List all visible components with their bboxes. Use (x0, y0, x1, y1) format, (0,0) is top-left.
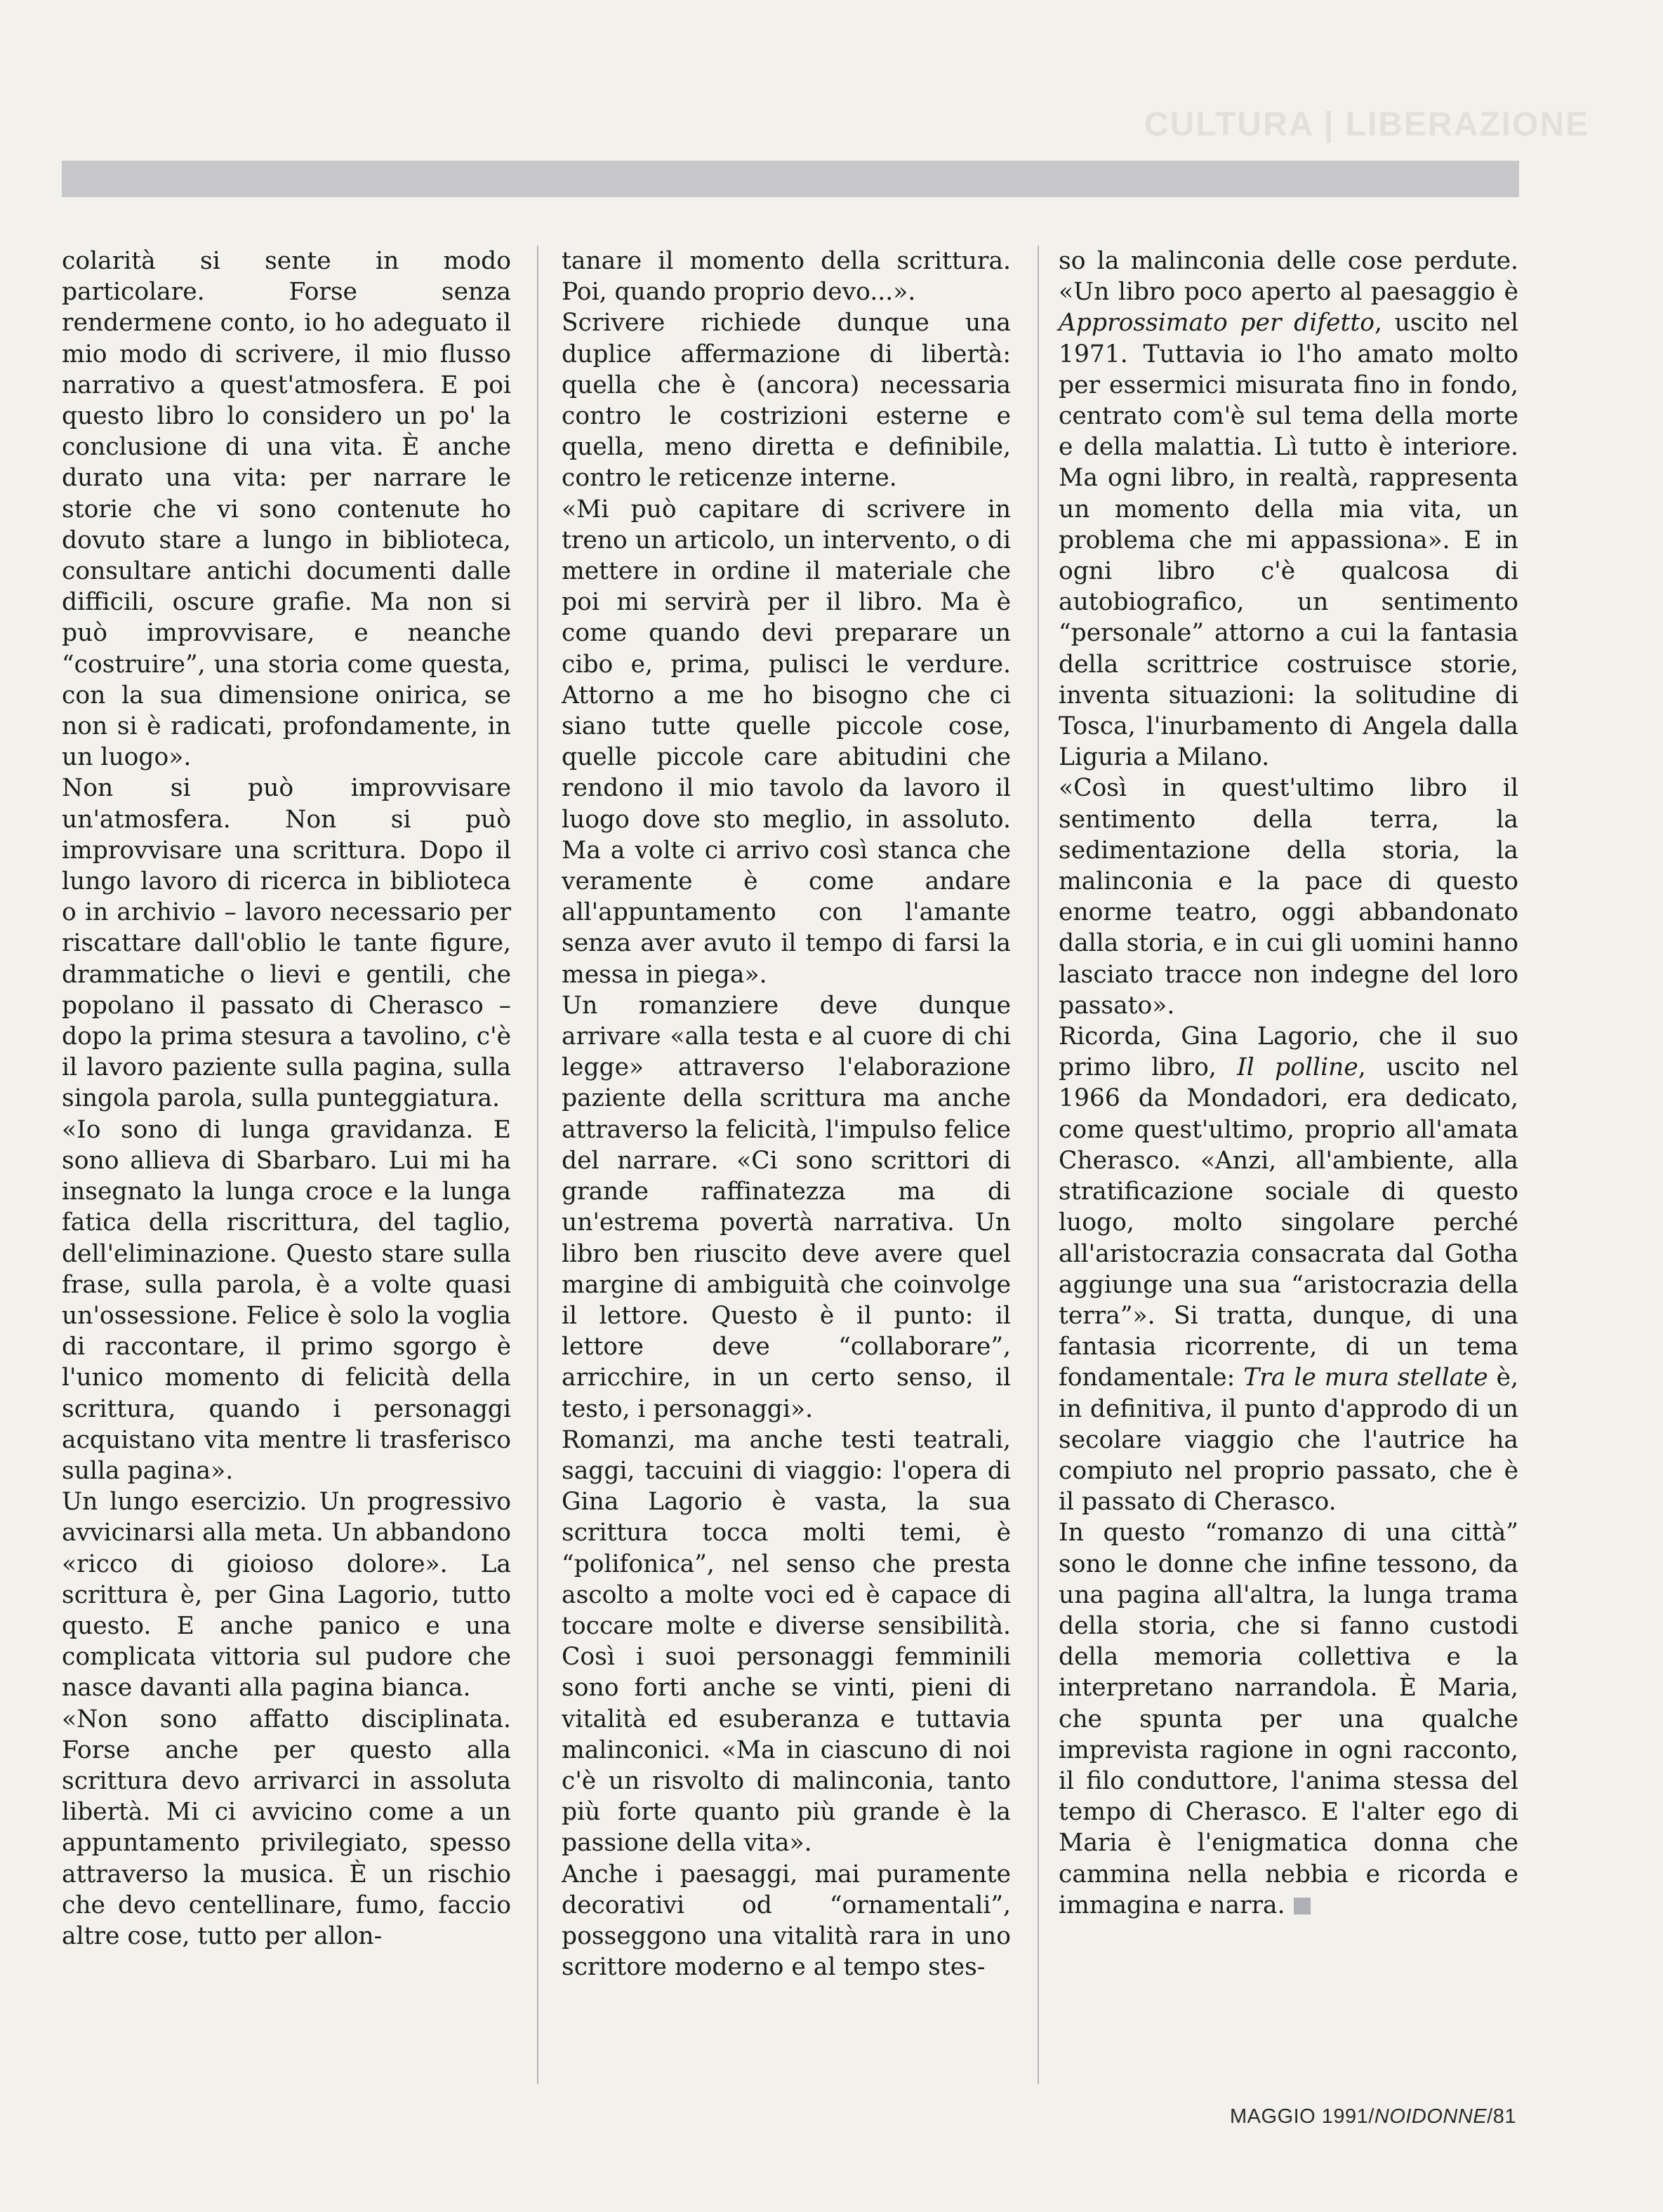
paragraph: Anche i paesaggi, mai puramente decorativi od “ornamentali”, posseggono una vitalità rara in uno scrittore moderno e al tempo stes- (562, 1860, 1011, 1982)
paragraph: tanare il momento della scrittura. Poi, quando proprio devo...». (562, 247, 1011, 307)
paragraph: «Mi può capitare di scrivere in treno un articolo, un intervento, o di mettere in ordine il materiale che poi mi servirà per il libro. Ma è come quando devi preparare un cibo e, prima, pulisci le verdure. Attorno a me ho bisogno che ci siano tutte quelle piccole cose, quelle piccole care abitudini che rendono il mio tavolo da lavoro il luogo dove sto meglio, in assoluto. Ma a volte ci arrivo così stanca che veramente è come andare all'appuntamento con l'amante senza aver avuto il tempo di farsi la messa in piega». (562, 495, 1011, 989)
paragraph (1059, 1517, 1518, 1921)
paragraph: colarità si sente in modo particolare. Forse senza rendermene conto, io ho adeguato il mio modo di scrivere, il mio flusso narrativo a quest'atmosfera. E poi questo libro lo considero un po' la conclusione di una vita. È anche durato una vita: per narrare le storie che vi sono contenute ho dovuto stare a lungo in biblioteca, consultare antichi documenti dalle difficili, oscure grafie. Ma non si può improvvisare, e neanche “costruire”, una storia come questa, con la sua dimensione onirica, se non si è radicati, profondamente, in un luogo». (62, 247, 511, 772)
paragraph: Scrivere richiede dunque una duplice affermazione di libertà: quella che è (ancora) necessaria contro le costrizioni esterne e quella, meno diretta e definibile, contro le reticenze interne. (562, 309, 1011, 493)
paragraph: «Non sono affatto disciplinata. Forse anche per questo alla scrittura devo arrivarci in assoluta libertà. Mi ci avvicino come a un appuntamento privilegiato, spesso attraverso la musica. È un rischio che devo centellinare, fumo, faccio altre cose, tutto per allon- (62, 1705, 511, 1950)
book-title: Approssimato per difetto (1059, 309, 1374, 338)
text-column-3 (1059, 246, 1518, 1921)
paragraph: Un lungo esercizio. Un progressivo avvicinarsi alla meta. Un abbandono «ricco di gioioso dolore». La scrittura è, per Gina Lagorio, tutto questo. E anche panico e una complicata vittoria sul pudore che nasce davanti alla pagina bianca. (62, 1488, 511, 1703)
text-run: Ricorda, Gina Lagorio, che il suo primo libro, (1059, 1022, 1518, 1082)
text-column-1 (62, 246, 511, 1952)
text-run: è, in definitiva, il punto d'approdo di un secolare viaggio che l'autrice ha compiuto nel proprio passato, che è il passato di Cherasco. (1059, 1364, 1518, 1517)
page-footer (1179, 2105, 1516, 2128)
footer-page-number: /81 (1487, 2105, 1516, 2128)
header-band (62, 161, 1519, 197)
text-run: In questo “romanzo di una città” sono le donne che infine tessono, da una pagina all'altra, la lunga trama della storia, che si fanno custodi della memoria collettiva e la interpretano narrandola. È Maria, che spunta per una qualche imprevista ragione in ogni racconto, il filo conduttore, l'anima stessa del tempo di Cherasco. E l'alter ego di Maria è l'enigmatica donna che cammina nella nebbia e ricorda e immagina e narra. (1059, 1519, 1518, 1919)
column-rule (537, 246, 538, 2084)
column-rule (1038, 246, 1039, 2084)
paragraph (1059, 246, 1518, 773)
paragraph: Romanzi, ma anche testi teatrali, saggi, taccuini di viaggio: l'opera di Gina Lagorio è vasta, la sua scrittura tocca molti temi, è “polifonica”, nel senso che presta ascolto a molte voci ed è capace di toccare molte e diverse sensibilità. Così i suoi personaggi femminili sono forti anche se vinti, pieni di vitalità ed esuberanza e tuttavia malinconici. «Ma in ciascuno di noi c'è un risvolto di malinconia, tanto più forte quanto più grande è la passione della vita». (562, 1425, 1011, 1858)
book-title: Il polline (1237, 1053, 1358, 1082)
paragraph: «Io sono di lunga gravidanza. E sono allieva di Sbarbaro. Lui mi ha insegnato la lunga croce e la lunga fatica della riscrittura, del taglio, dell'eliminazione. Questo stare sulla frase, sulla parola, è a volte quasi un'ossessione. Felice è solo la voglia di raccontare, il primo sgorgo è l'unico momento di felicità della scrittura, quando i personaggi acquistano vita mentre li trasferisco sulla pagina». (62, 1115, 511, 1485)
footer-date: MAGGIO 1991/ (1230, 2105, 1374, 2128)
paragraph (1059, 1021, 1518, 1517)
paragraph: «Così in quest'ultimo libro il sentimento della terra, la sedimentazione della storia, la malinconia e la pace di questo enorme teatro, oggi abbandonato dalla storia, e in cui gli uomini hanno lasciato tracce non indegne del loro passato». (1059, 774, 1518, 1020)
paragraph: Un romanziere deve dunque arrivare «alla testa e al cuore di chi legge» attraverso l'elaborazione paziente della scrittura ma anche attraverso la felicità, l'impulso felice del narrare. «Ci sono scrittori di grande raffinatezza ma di un'estrema povertà narrativa. Un libro ben riuscito deve avere quel margine di ambiguità che coinvolge il lettore. Questo è il punto: il lettore deve “collaborare”, arricchire, in un certo senso, il testo, i personaggi». (562, 991, 1011, 1423)
text-run: so la malinconia delle cose perdute. «Un libro poco aperto al paesaggio è (1059, 247, 1518, 307)
section-header-faint: CULTURA | LIBERAZIONE (1144, 106, 1590, 143)
paragraph: Non si può improvvisare un'atmosfera. Non si può improvvisare una scrittura. Dopo il lungo lavoro di ricerca in biblioteca o in archivio – lavoro necessario per riscattare dall'oblio le tante figure, drammatiche o lievi e gentili, che popolano il passato di Cherasco – dopo la prima stesura a tavolino, c'è il lavoro paziente sulla pagina, sulla singola parola, sulla punteggiatura. (62, 774, 511, 1113)
footer-magazine: NOIDONNE (1374, 2105, 1488, 2128)
text-run: , uscito nel 1971. Tuttavia io l'ho amato molto per essermici misurata fino in fondo, centrato com'è sul tema della morte e della malattia. Lì tutto è interiore. Ma ogni libro, in realtà, rappresenta un momento della mia vita, un problema che mi appassiona». E in ogni libro c'è qualcosa di autobiografico, un sentimento “personale” attorno a cui la fantasia della scrittrice costruisce storie, inventa situazioni: la solitudine di Tosca, l'inurbamento di Angela dalla Liguria a Milano. (1059, 309, 1518, 772)
end-of-article-mark (1294, 1898, 1311, 1914)
book-title: Tra le mura stellate (1243, 1364, 1488, 1392)
text-column-2 (562, 246, 1011, 1983)
text-run: , uscito nel 1966 da Mondadori, era dedicato, come quest'ultimo, proprio all'amata Cherasco. «Anzi, all'ambiente, alla stratificazione sociale di questo luogo, molto singolare perché all'aristocrazia consacrata dal Gotha aggiunge una sua “aristocrazia della terra”». Si tratta, dunque, di una fantasia ricorrente, di un tema fondamentale: (1059, 1053, 1518, 1392)
